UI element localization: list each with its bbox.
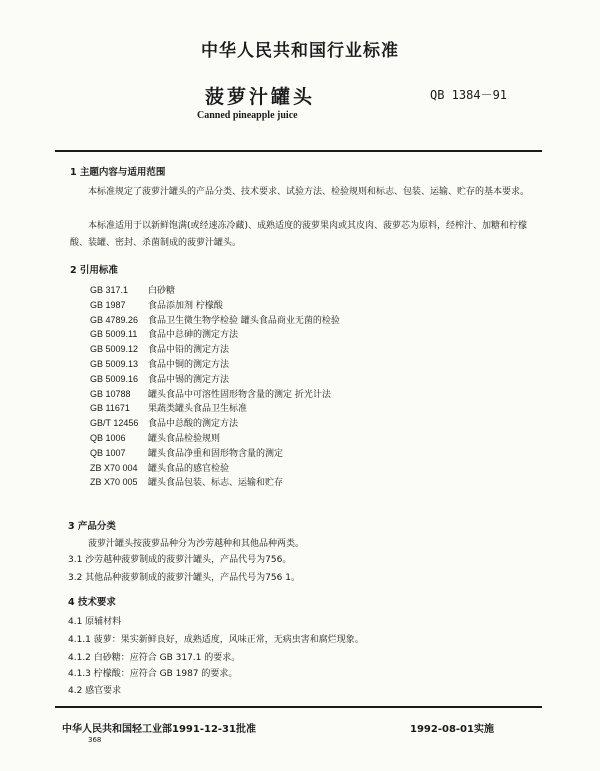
reference-title: 罐头食品净重和固形物含量的测定 (148, 448, 284, 459)
reference-item (90, 431, 220, 444)
top-divider (55, 150, 542, 152)
reference-title: 食品中锡的测定方法 (148, 374, 230, 385)
reference-item (90, 372, 229, 385)
page-number: 368 (88, 736, 102, 744)
section-4-item: 4.1.3 柠檬酸：应符合 GB 1987 的要求。 (68, 669, 238, 679)
reference-code: ZB X70 004 (90, 462, 138, 473)
section-4-item: 4.1 原辅材料 (68, 617, 122, 627)
section-4-item: 4.1.2 白砂糖：应符合 GB 317.1 的要求。 (68, 653, 241, 663)
reference-code: GB 1987 (90, 299, 126, 310)
reference-item (90, 475, 283, 488)
section-3-intro: 菠萝汁罐头按菠萝品种分为沙劳越种和其他品种两类。 (88, 539, 305, 549)
reference-code: GB 317.1 (90, 285, 129, 295)
reference-code: GB 10788 (90, 388, 131, 399)
effective-date: 1992-08-01实施 (410, 724, 494, 735)
reference-title: 食品添加剂 柠檬酸 (148, 300, 223, 311)
reference-title: 罐头食品中可溶性固形物含量的测定 折光计法 (148, 389, 331, 400)
reference-item (90, 401, 247, 414)
reference-title: 食品中总砷的测定方法 (148, 330, 239, 341)
section-4-item: 4.2 感官要求 (68, 686, 122, 696)
english-title: Canned pineapple juice (197, 110, 298, 121)
reference-code: GB 5009.11 (90, 329, 138, 340)
section-3-item: 3.1 沙劳越种菠萝制成的菠萝汁罐头，产品代号为756。 (68, 555, 292, 565)
section-3-item: 3.2 其他品种菠萝制成的菠萝汁罐头，产品代号为756 1。 (68, 573, 300, 583)
reference-code: GB/T 12456 (90, 418, 139, 429)
reference-item (90, 357, 229, 370)
reference-code: ZB X70 005 (90, 477, 138, 488)
reference-code: GB 5009.13 (90, 359, 139, 369)
reference-title: 食品中铜的测定方法 (148, 360, 230, 370)
section-4-heading: 4 技术要求 (68, 597, 116, 608)
reference-item (90, 283, 175, 296)
reference-item (90, 387, 331, 400)
bottom-divider (55, 706, 542, 708)
section-4-item: 4.1.1 菠萝：果实新鲜良好，成熟适度，风味正常，无病虫害和腐烂现象。 (68, 635, 364, 645)
reference-item (90, 342, 229, 355)
reference-title: 白砂糖 (148, 286, 176, 296)
reference-item (90, 446, 283, 459)
reference-code: GB 11671 (90, 403, 130, 414)
reference-title: 食品中铅的测定方法 (148, 345, 230, 356)
reference-code: GB 5009.12 (90, 344, 139, 355)
reference-item (90, 461, 229, 474)
reference-item (90, 298, 223, 311)
reference-code: GB 4789.26 (90, 314, 139, 325)
reference-code: QB 1006 (90, 433, 126, 443)
section-3-heading: 3 产品分类 (68, 521, 116, 532)
reference-item (90, 313, 340, 326)
approval-line: 中华人民共和国轻工业部1991-12-31批准 (62, 724, 256, 735)
organization-header: 中华人民共和国行业标准 (201, 41, 399, 61)
section-2-heading: 2 引用标准 (70, 265, 118, 276)
reference-title: 罐头食品检验规则 (148, 434, 221, 444)
section-1-paragraph-2: 本标准适用于以新鲜饱满(或经速冻冷藏)、成熟适度的菠萝果肉或其皮肉、菠萝芯为原料，经榨汁、加糖和柠檬酸、装罐、密封、杀菌制成的菠萝汁罐头。 (70, 221, 528, 248)
reference-title: 食品中总酸的测定方法 (148, 419, 239, 430)
reference-title: 罐头食品的感官检验 (148, 463, 230, 474)
standard-number: QB 1384－91 (430, 88, 508, 102)
reference-title: 果蔬类罐头食品卫生标准 (148, 404, 248, 415)
reference-item (90, 416, 238, 429)
section-1-paragraph-1: 本标准规定了菠萝汁罐头的产品分类、技术要求、试验方法、检验规则和标志、包装、运输、贮存的基本要求。 (88, 187, 530, 197)
section-1-heading: 1 主题内容与适用范围 (70, 167, 166, 178)
reference-title: 食品卫生微生物学检验 罐头食品商业无菌的检验 (148, 315, 340, 326)
reference-item (90, 327, 238, 340)
reference-title: 罐头食品包装、标志、运输和贮存 (148, 478, 284, 489)
document-title: 菠萝汁罐头 (205, 86, 316, 108)
reference-code: GB 5009.16 (90, 373, 139, 384)
reference-code: QB 1007 (90, 447, 126, 458)
